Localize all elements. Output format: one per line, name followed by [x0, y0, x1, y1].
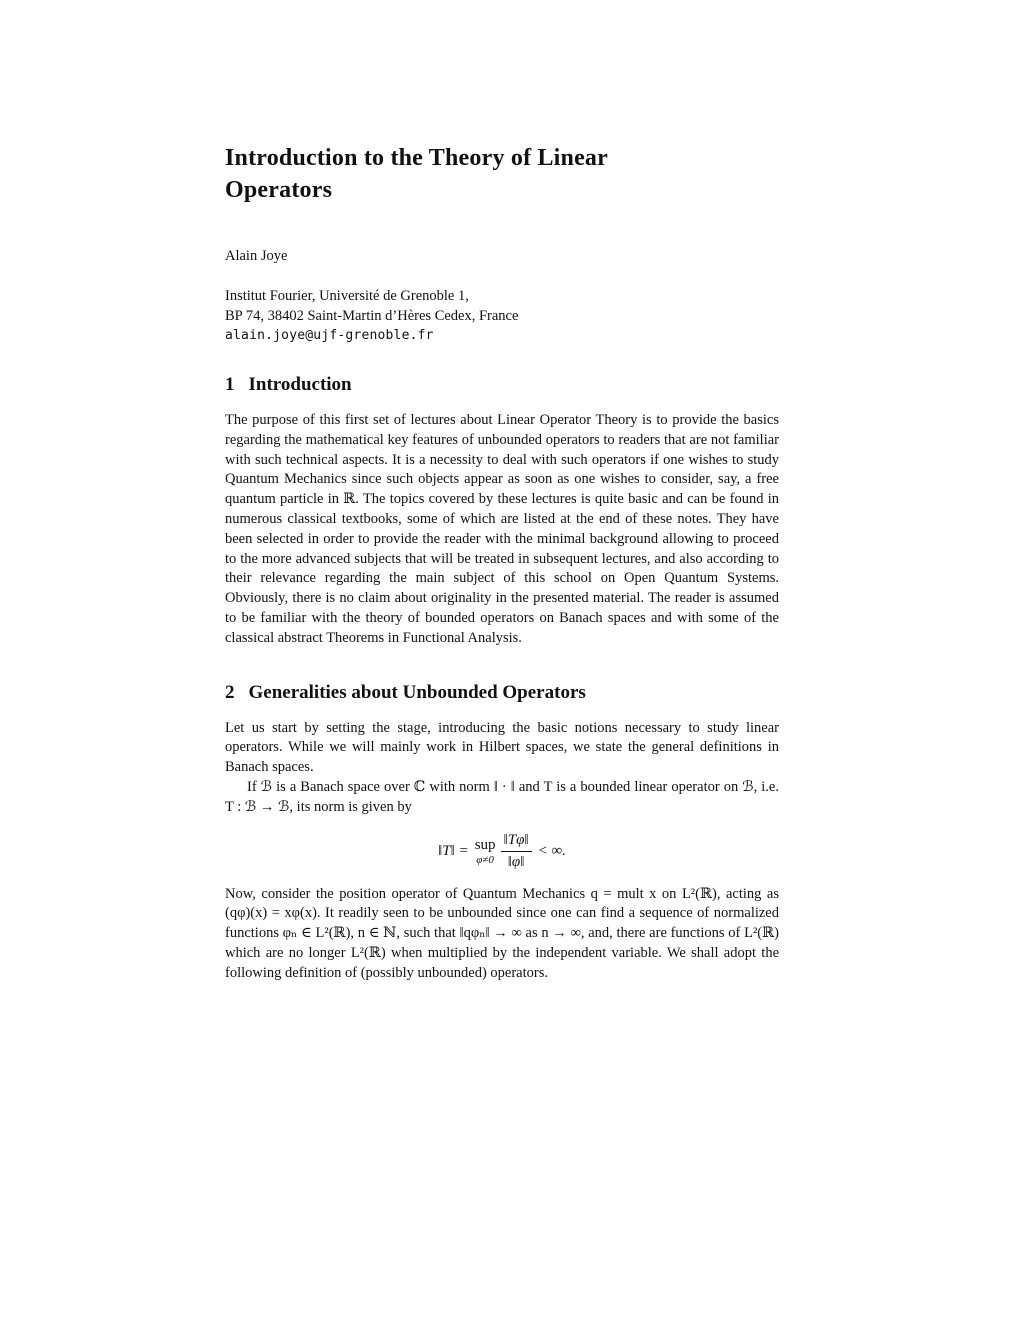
section-2-title: Generalities about Unbounded Operators: [248, 681, 586, 703]
section-2-paragraph-2: If ℬ is a Banach space over ℂ with norm ‖ · ‖ and T is a bounded linear operator on ℬ, i.e. T : ℬ → ℬ, its norm is given by: [225, 778, 779, 815]
equation-sup-block: [475, 837, 496, 866]
affiliation-block: [225, 286, 779, 346]
equation-sup-condition: φ≠0: [476, 853, 494, 866]
display-equation: [225, 832, 779, 871]
paper-title: [225, 142, 779, 206]
section-2-number: 2: [225, 681, 235, 703]
equation-numerator: ‖Tφ‖: [501, 832, 532, 852]
author-email: alain.joye@ujf-grenoble.fr: [225, 328, 434, 343]
paper-title-line-1: Introduction to the Theory of Linear: [225, 145, 608, 171]
equation-fraction: [501, 832, 532, 871]
section-2-heading: [225, 681, 779, 705]
equation-lhs: ‖T‖ =: [438, 842, 469, 859]
section-2-paragraph-3: Now, consider the position operator of Quantum Mechanics q = mult x on L²(ℝ), acting as (qφ)(x) = xφ(x). It readily seen to be unbounded since one can find a sequence of normalized functions φₙ ∈ L²(ℝ), n ∈ ℕ, such that ‖qφₙ‖ → ∞ as n → ∞, and, there are functions of L²(ℝ) which are no longer L²(ℝ) when multiplied by the independent variable. We shall adopt the following definition of (possibly unbounded) operators.: [225, 885, 779, 981]
section-1-title: Introduction: [248, 374, 352, 395]
author-name: Alain Joye: [225, 248, 288, 264]
section-1-heading: [225, 373, 779, 397]
affiliation-line-2: BP 74, 38402 Saint-Martin d’Hères Cedex, France: [225, 308, 519, 324]
section-1-number: 1: [225, 374, 235, 395]
section-2-paragraph-1: Let us start by setting the stage, introducing the basic notions necessary to study linear operators. While we will mainly work in Hilbert spaces, we state the general definitions in Banach spaces.: [225, 719, 779, 776]
page-content: [225, 142, 779, 984]
affiliation-line-1: Institut Fourier, Université de Grenoble 1,: [225, 288, 469, 304]
equation-rhs: < ∞.: [537, 842, 566, 859]
paper-title-line-2: Operators: [225, 177, 333, 203]
equation-sup-operator: sup: [474, 836, 496, 853]
equation-denominator: ‖φ‖: [507, 853, 525, 870]
section-1-paragraph-1: The purpose of this first set of lectures about Linear Operator Theory is to provide the basics regarding the mathematical key features of unbounded operators to readers that are not familiar with such technical aspects. It is a necessity to deal with such operators if one wishes to study Quantum Mechanics since such objects appear as soon as one wishes to consider, say, a free quantum particle in ℝ. The topics covered by these lectures is quite basic and can be found in numerous classical textbooks, some of which are listed at the end of these notes. They have been selected in order to provide the reader with the minimal background allowing to proceed to the more advanced subjects that will be treated in subsequent lectures, and also according to their relevance regarding the main subject of this school on Open Quantum Systems. Obviously, there is no claim about originality in the presented material. The reader is assumed to be familiar with the theory of bounded operators on Banach spaces and with some of the classical abstract Theorems in Functional Analysis.: [225, 412, 779, 646]
